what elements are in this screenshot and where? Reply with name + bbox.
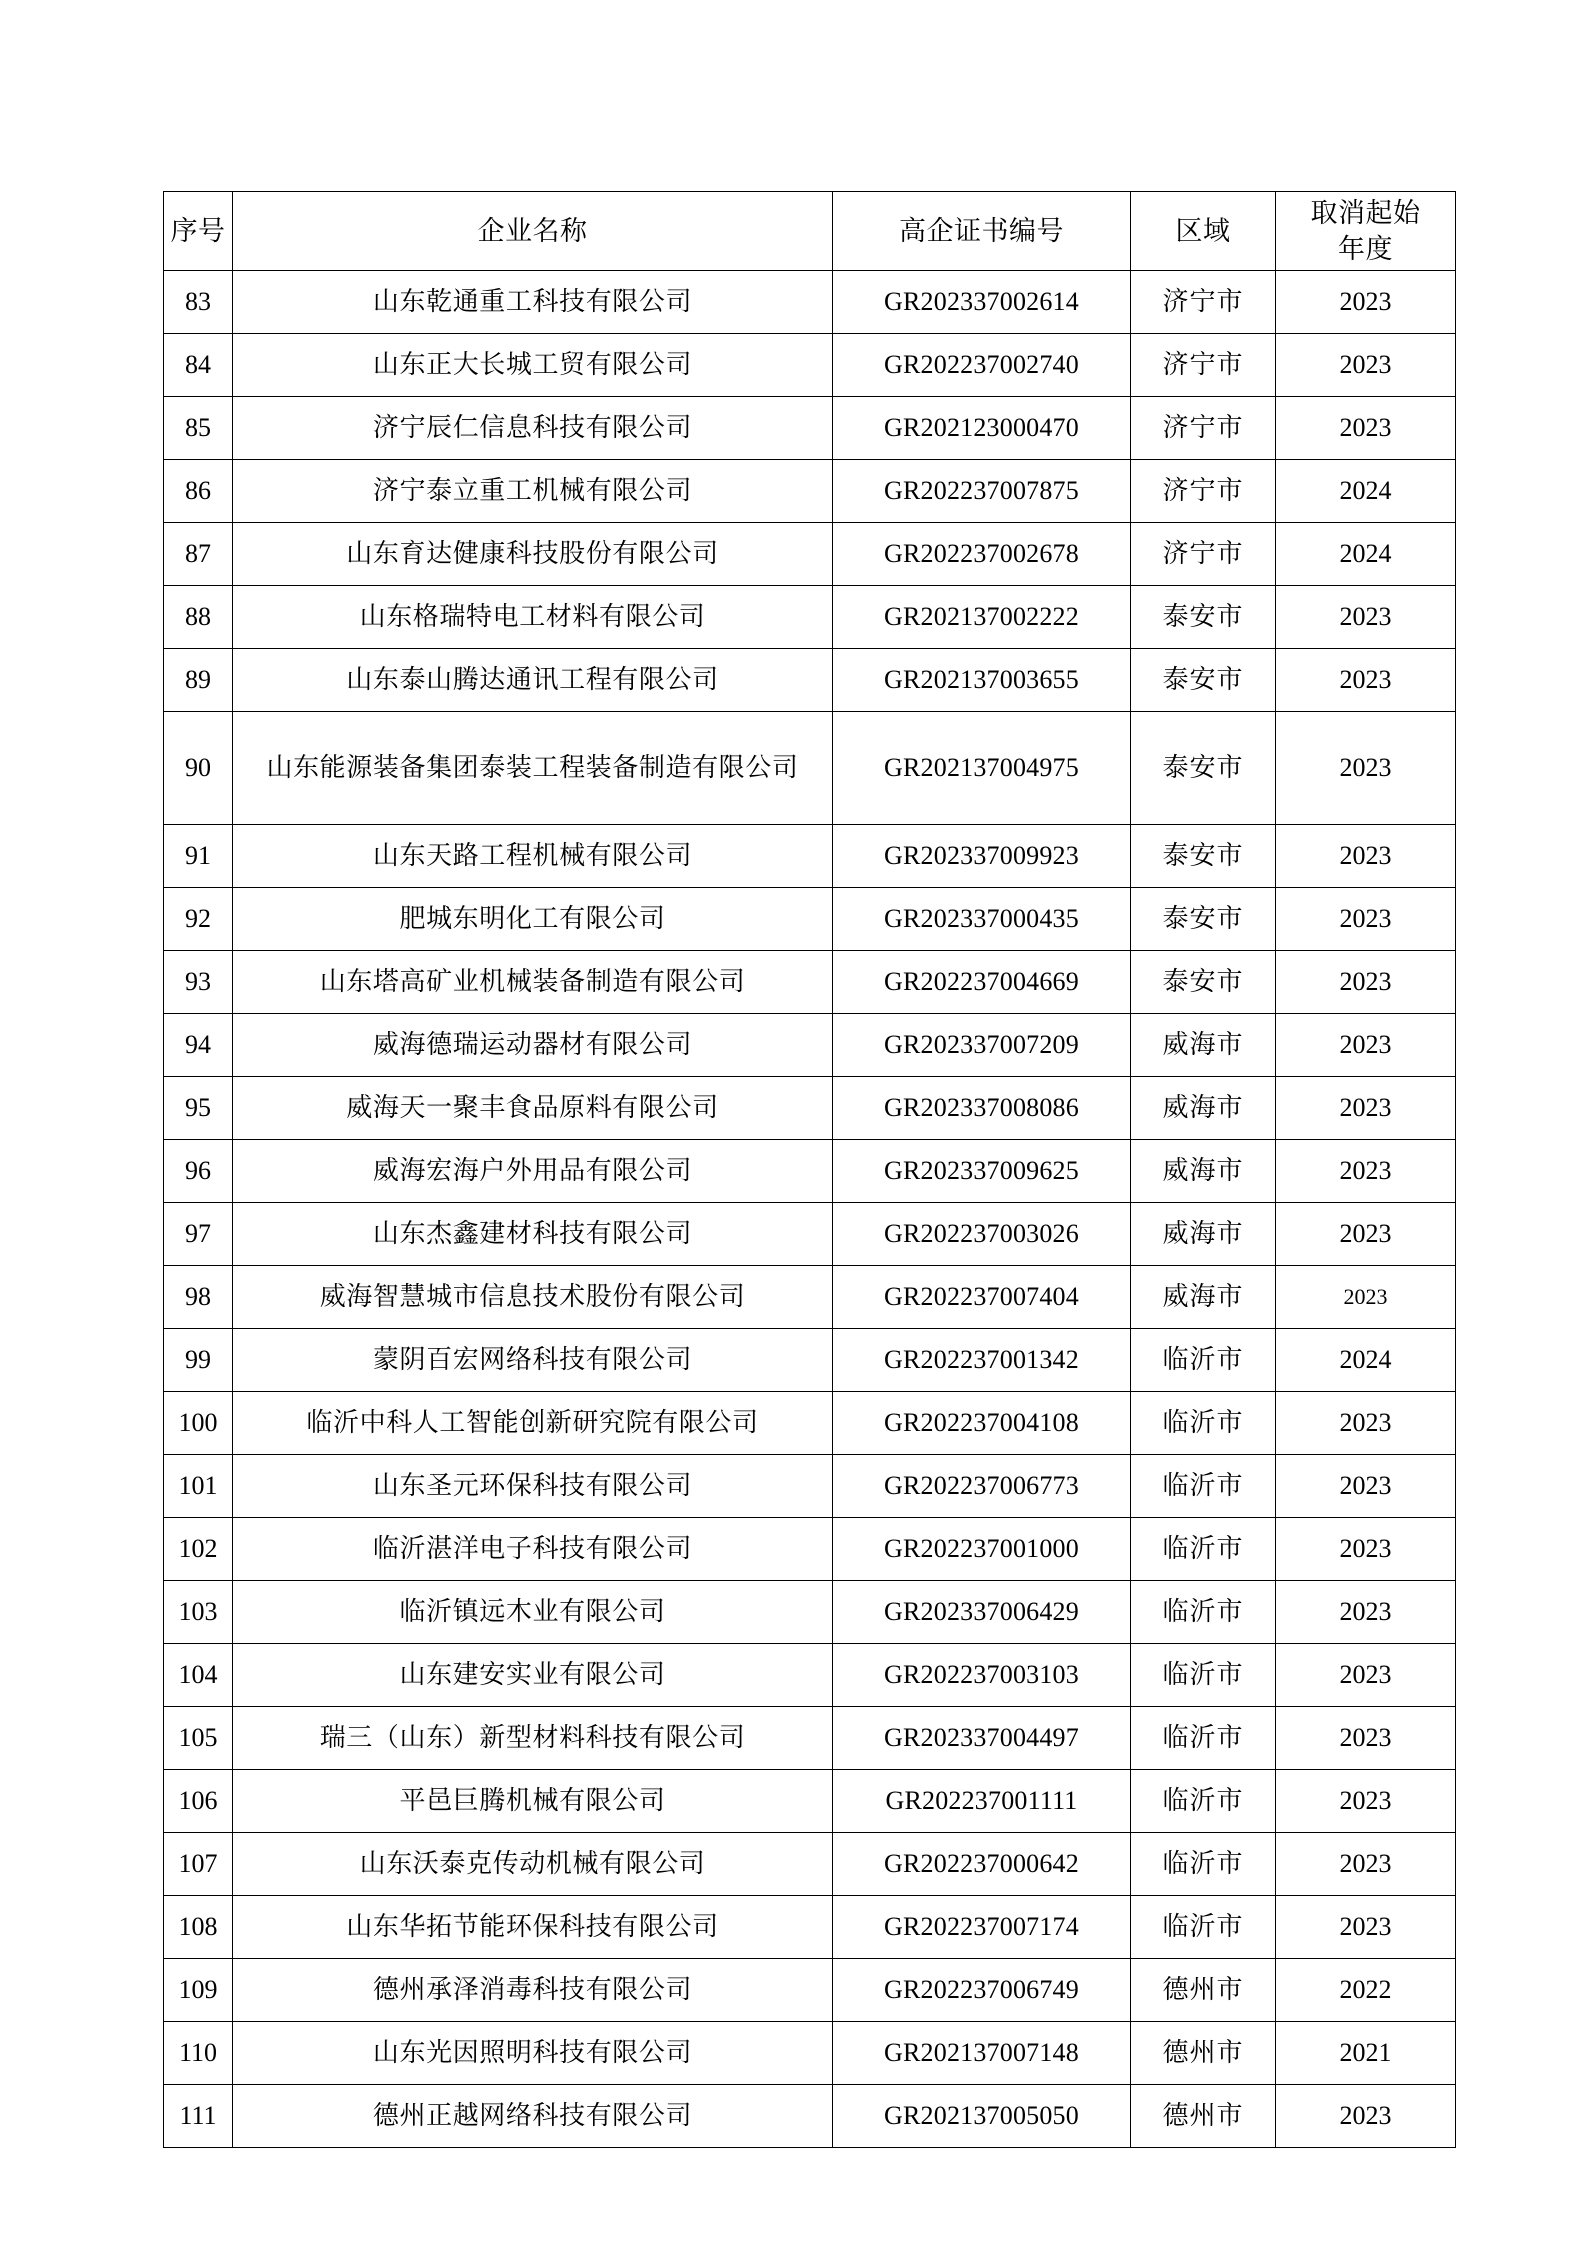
cell-index: 111 bbox=[164, 2085, 233, 2148]
column-header-cert: 高企证书编号 bbox=[833, 192, 1131, 271]
cell-certificate-number: GR202237003103 bbox=[833, 1644, 1131, 1707]
cell-enterprise-name: 山东建安实业有限公司 bbox=[233, 1644, 833, 1707]
cell-cancel-start-year: 2023 bbox=[1276, 586, 1456, 649]
table-row bbox=[164, 271, 1456, 334]
table-row bbox=[164, 1518, 1456, 1581]
cell-index: 98 bbox=[164, 1266, 233, 1329]
table-row bbox=[164, 1203, 1456, 1266]
cell-index: 109 bbox=[164, 1959, 233, 2022]
cell-index: 88 bbox=[164, 586, 233, 649]
cell-cancel-start-year: 2024 bbox=[1276, 1329, 1456, 1392]
cell-enterprise-name: 蒙阴百宏网络科技有限公司 bbox=[233, 1329, 833, 1392]
cell-certificate-number: GR202337002614 bbox=[833, 271, 1131, 334]
cell-index: 94 bbox=[164, 1014, 233, 1077]
cell-region: 威海市 bbox=[1131, 1077, 1276, 1140]
cell-cancel-start-year: 2023 bbox=[1276, 1203, 1456, 1266]
table-row bbox=[164, 951, 1456, 1014]
cell-certificate-number: GR202137004975 bbox=[833, 712, 1131, 825]
table-row bbox=[164, 1140, 1456, 1203]
cell-index: 96 bbox=[164, 1140, 233, 1203]
cell-index: 84 bbox=[164, 334, 233, 397]
cell-certificate-number: GR202137002222 bbox=[833, 586, 1131, 649]
cell-certificate-number: GR202337008086 bbox=[833, 1077, 1131, 1140]
cell-cancel-start-year: 2023 bbox=[1276, 712, 1456, 825]
cell-index: 95 bbox=[164, 1077, 233, 1140]
cell-region: 泰安市 bbox=[1131, 649, 1276, 712]
cell-region: 临沂市 bbox=[1131, 1518, 1276, 1581]
cell-enterprise-name: 山东天路工程机械有限公司 bbox=[233, 825, 833, 888]
cell-region: 济宁市 bbox=[1131, 397, 1276, 460]
cell-index: 107 bbox=[164, 1833, 233, 1896]
cell-index: 100 bbox=[164, 1392, 233, 1455]
cell-index: 108 bbox=[164, 1896, 233, 1959]
cell-region: 德州市 bbox=[1131, 1959, 1276, 2022]
cancelled-certificates-table-container bbox=[163, 191, 1455, 2148]
cell-certificate-number: GR202237006749 bbox=[833, 1959, 1131, 2022]
cell-region: 泰安市 bbox=[1131, 951, 1276, 1014]
cell-enterprise-name: 山东格瑞特电工材料有限公司 bbox=[233, 586, 833, 649]
table-header bbox=[164, 192, 1456, 271]
cell-enterprise-name: 济宁辰仁信息科技有限公司 bbox=[233, 397, 833, 460]
cell-cancel-start-year: 2023 bbox=[1276, 1014, 1456, 1077]
cell-region: 威海市 bbox=[1131, 1266, 1276, 1329]
table-row bbox=[164, 1014, 1456, 1077]
table-row bbox=[164, 1707, 1456, 1770]
cell-index: 89 bbox=[164, 649, 233, 712]
cell-enterprise-name: 临沂镇远木业有限公司 bbox=[233, 1581, 833, 1644]
cell-index: 97 bbox=[164, 1203, 233, 1266]
cell-region: 泰安市 bbox=[1131, 712, 1276, 825]
cell-enterprise-name: 山东华拓节能环保科技有限公司 bbox=[233, 1896, 833, 1959]
cell-certificate-number: GR202237007875 bbox=[833, 460, 1131, 523]
cell-index: 103 bbox=[164, 1581, 233, 1644]
cell-cancel-start-year: 2023 bbox=[1276, 2085, 1456, 2148]
cell-certificate-number: GR202237001342 bbox=[833, 1329, 1131, 1392]
cell-enterprise-name: 山东育达健康科技股份有限公司 bbox=[233, 523, 833, 586]
cell-enterprise-name: 山东杰鑫建材科技有限公司 bbox=[233, 1203, 833, 1266]
column-header-index: 序号 bbox=[164, 192, 233, 271]
cell-index: 105 bbox=[164, 1707, 233, 1770]
cell-region: 济宁市 bbox=[1131, 271, 1276, 334]
cell-certificate-number: GR202237000642 bbox=[833, 1833, 1131, 1896]
cell-region: 泰安市 bbox=[1131, 888, 1276, 951]
cell-cancel-start-year: 2023 bbox=[1276, 1140, 1456, 1203]
cell-region: 德州市 bbox=[1131, 2022, 1276, 2085]
cell-cancel-start-year: 2023 bbox=[1276, 649, 1456, 712]
cell-enterprise-name: 山东正大长城工贸有限公司 bbox=[233, 334, 833, 397]
cell-cancel-start-year: 2021 bbox=[1276, 2022, 1456, 2085]
cell-region: 济宁市 bbox=[1131, 460, 1276, 523]
table-body bbox=[164, 271, 1456, 2148]
cell-certificate-number: GR202137003655 bbox=[833, 649, 1131, 712]
cell-enterprise-name: 山东塔高矿业机械装备制造有限公司 bbox=[233, 951, 833, 1014]
column-header-name: 企业名称 bbox=[233, 192, 833, 271]
cell-certificate-number: GR202137005050 bbox=[833, 2085, 1131, 2148]
table-row bbox=[164, 1329, 1456, 1392]
cell-region: 临沂市 bbox=[1131, 1392, 1276, 1455]
cell-region: 威海市 bbox=[1131, 1140, 1276, 1203]
column-header-region: 区域 bbox=[1131, 192, 1276, 271]
cell-index: 106 bbox=[164, 1770, 233, 1833]
cell-index: 83 bbox=[164, 271, 233, 334]
cell-certificate-number: GR202337004497 bbox=[833, 1707, 1131, 1770]
cell-cancel-start-year: 2023 bbox=[1276, 1455, 1456, 1518]
cell-certificate-number: GR202237006773 bbox=[833, 1455, 1131, 1518]
cell-certificate-number: GR202237004108 bbox=[833, 1392, 1131, 1455]
cell-enterprise-name: 山东沃泰克传动机械有限公司 bbox=[233, 1833, 833, 1896]
cell-certificate-number: GR202237002740 bbox=[833, 334, 1131, 397]
column-header-year-line2: 年度 bbox=[1338, 234, 1393, 264]
cell-cancel-start-year: 2023 bbox=[1276, 334, 1456, 397]
table-row bbox=[164, 1644, 1456, 1707]
cell-cancel-start-year: 2022 bbox=[1276, 1959, 1456, 2022]
cell-cancel-start-year: 2023 bbox=[1276, 271, 1456, 334]
table-row bbox=[164, 2085, 1456, 2148]
cell-region: 济宁市 bbox=[1131, 334, 1276, 397]
cell-region: 临沂市 bbox=[1131, 1707, 1276, 1770]
cell-region: 临沂市 bbox=[1131, 1896, 1276, 1959]
table-row bbox=[164, 1770, 1456, 1833]
cell-cancel-start-year: 2023 bbox=[1276, 951, 1456, 1014]
cell-region: 济宁市 bbox=[1131, 523, 1276, 586]
cell-enterprise-name: 德州承泽消毒科技有限公司 bbox=[233, 1959, 833, 2022]
cell-index: 102 bbox=[164, 1518, 233, 1581]
cell-region: 威海市 bbox=[1131, 1203, 1276, 1266]
cell-cancel-start-year: 2023 bbox=[1276, 397, 1456, 460]
cell-enterprise-name: 肥城东明化工有限公司 bbox=[233, 888, 833, 951]
cell-cancel-start-year: 2024 bbox=[1276, 460, 1456, 523]
cell-enterprise-name: 威海智慧城市信息技术股份有限公司 bbox=[233, 1266, 833, 1329]
table-header-row bbox=[164, 192, 1456, 271]
cell-certificate-number: GR202337009625 bbox=[833, 1140, 1131, 1203]
table-row bbox=[164, 712, 1456, 825]
cell-enterprise-name: 威海天一聚丰食品原料有限公司 bbox=[233, 1077, 833, 1140]
cell-region: 威海市 bbox=[1131, 1014, 1276, 1077]
cell-cancel-start-year: 2023 bbox=[1276, 888, 1456, 951]
table-row bbox=[164, 888, 1456, 951]
cell-enterprise-name: 瑞三（山东）新型材料科技有限公司 bbox=[233, 1707, 833, 1770]
cell-region: 德州市 bbox=[1131, 2085, 1276, 2148]
cell-certificate-number: GR202337009923 bbox=[833, 825, 1131, 888]
table-row bbox=[164, 1392, 1456, 1455]
cell-certificate-number: GR202237004669 bbox=[833, 951, 1131, 1014]
cell-enterprise-name: 德州正越网络科技有限公司 bbox=[233, 2085, 833, 2148]
table-row bbox=[164, 586, 1456, 649]
cell-index: 99 bbox=[164, 1329, 233, 1392]
cell-cancel-start-year: 2023 bbox=[1276, 1266, 1456, 1329]
cell-enterprise-name: 山东圣元环保科技有限公司 bbox=[233, 1455, 833, 1518]
table-row bbox=[164, 1455, 1456, 1518]
cell-certificate-number: GR202237007404 bbox=[833, 1266, 1131, 1329]
cell-enterprise-name: 山东能源装备集团泰装工程装备制造有限公司 bbox=[233, 712, 833, 825]
cell-enterprise-name: 山东乾通重工科技有限公司 bbox=[233, 271, 833, 334]
cell-enterprise-name: 威海宏海户外用品有限公司 bbox=[233, 1140, 833, 1203]
cell-index: 86 bbox=[164, 460, 233, 523]
cell-cancel-start-year: 2023 bbox=[1276, 1581, 1456, 1644]
cell-index: 93 bbox=[164, 951, 233, 1014]
cell-certificate-number: GR202337000435 bbox=[833, 888, 1131, 951]
table-row bbox=[164, 523, 1456, 586]
cell-cancel-start-year: 2023 bbox=[1276, 1392, 1456, 1455]
cell-region: 泰安市 bbox=[1131, 825, 1276, 888]
column-header-year bbox=[1276, 192, 1456, 271]
cell-enterprise-name: 山东光因照明科技有限公司 bbox=[233, 2022, 833, 2085]
cell-certificate-number: GR202237001111 bbox=[833, 1770, 1131, 1833]
cell-index: 91 bbox=[164, 825, 233, 888]
table-row bbox=[164, 825, 1456, 888]
cell-cancel-start-year: 2023 bbox=[1276, 1770, 1456, 1833]
cell-region: 临沂市 bbox=[1131, 1455, 1276, 1518]
table-row bbox=[164, 334, 1456, 397]
cell-region: 临沂市 bbox=[1131, 1833, 1276, 1896]
table-row bbox=[164, 460, 1456, 523]
cell-index: 101 bbox=[164, 1455, 233, 1518]
cell-index: 110 bbox=[164, 2022, 233, 2085]
table-row bbox=[164, 1833, 1456, 1896]
cell-cancel-start-year: 2024 bbox=[1276, 523, 1456, 586]
cell-enterprise-name: 威海德瑞运动器材有限公司 bbox=[233, 1014, 833, 1077]
cell-enterprise-name: 济宁泰立重工机械有限公司 bbox=[233, 460, 833, 523]
cell-index: 104 bbox=[164, 1644, 233, 1707]
cell-certificate-number: GR202137007148 bbox=[833, 2022, 1131, 2085]
cell-region: 泰安市 bbox=[1131, 586, 1276, 649]
cell-enterprise-name: 山东泰山腾达通讯工程有限公司 bbox=[233, 649, 833, 712]
cell-index: 87 bbox=[164, 523, 233, 586]
cell-cancel-start-year: 2023 bbox=[1276, 825, 1456, 888]
table-row bbox=[164, 649, 1456, 712]
table-row bbox=[164, 2022, 1456, 2085]
table-row bbox=[164, 1896, 1456, 1959]
cell-certificate-number: GR202237001000 bbox=[833, 1518, 1131, 1581]
cell-region: 临沂市 bbox=[1131, 1644, 1276, 1707]
cell-certificate-number: GR202237002678 bbox=[833, 523, 1131, 586]
table-row bbox=[164, 1266, 1456, 1329]
cell-cancel-start-year: 2023 bbox=[1276, 1077, 1456, 1140]
cell-enterprise-name: 临沂湛洋电子科技有限公司 bbox=[233, 1518, 833, 1581]
table-row bbox=[164, 397, 1456, 460]
cell-certificate-number: GR202237007174 bbox=[833, 1896, 1131, 1959]
cell-region: 临沂市 bbox=[1131, 1581, 1276, 1644]
cell-certificate-number: GR202337007209 bbox=[833, 1014, 1131, 1077]
cell-enterprise-name: 平邑巨腾机械有限公司 bbox=[233, 1770, 833, 1833]
cell-cancel-start-year: 2023 bbox=[1276, 1644, 1456, 1707]
cell-cancel-start-year: 2023 bbox=[1276, 1518, 1456, 1581]
cell-index: 85 bbox=[164, 397, 233, 460]
cell-cancel-start-year: 2023 bbox=[1276, 1707, 1456, 1770]
table-row bbox=[164, 1581, 1456, 1644]
cell-region: 临沂市 bbox=[1131, 1770, 1276, 1833]
cell-index: 90 bbox=[164, 712, 233, 825]
cell-index: 92 bbox=[164, 888, 233, 951]
cell-region: 临沂市 bbox=[1131, 1329, 1276, 1392]
cell-certificate-number: GR202237003026 bbox=[833, 1203, 1131, 1266]
cell-certificate-number: GR202337006429 bbox=[833, 1581, 1131, 1644]
cell-cancel-start-year: 2023 bbox=[1276, 1896, 1456, 1959]
table-row bbox=[164, 1959, 1456, 2022]
table-row bbox=[164, 1077, 1456, 1140]
cell-certificate-number: GR202123000470 bbox=[833, 397, 1131, 460]
column-header-year-line1: 取消起始 bbox=[1310, 197, 1421, 228]
cancelled-certificates-table bbox=[163, 191, 1456, 2148]
cell-enterprise-name: 临沂中科人工智能创新研究院有限公司 bbox=[233, 1392, 833, 1455]
cell-cancel-start-year: 2023 bbox=[1276, 1833, 1456, 1896]
